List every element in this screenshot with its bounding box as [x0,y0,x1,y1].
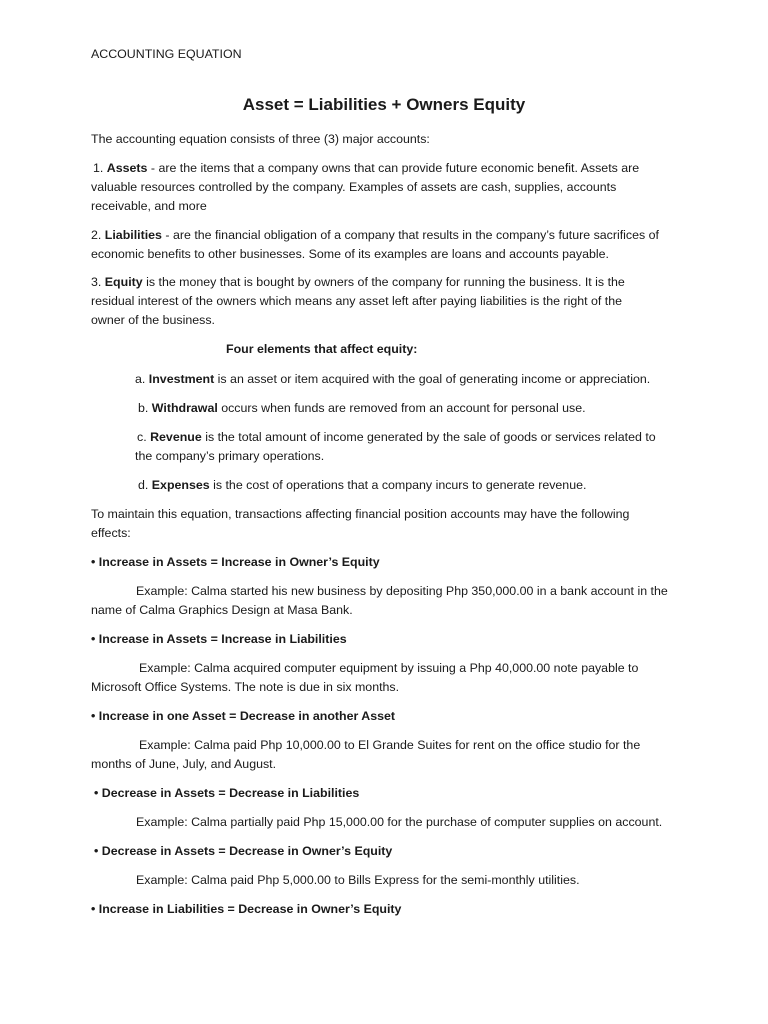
term-assets: Assets [106,161,148,175]
effect-example-3-line2: months of June, July, and August. [91,757,277,771]
account-liabilities-line1: 2. Liabilities - are the financial obligation of a company that results in the company’s future sacrifices of [91,228,659,242]
element-withdrawal: b. Withdrawal occurs when funds are removed from an account for personal use. [138,401,586,415]
effect-example-2-line2: Microsoft Office Systems. The note is due in six months. [91,680,400,694]
effect-heading-6: • Increase in Liabilities = Decrease in Owner’s Equity [91,902,402,916]
maintain-text-line2: effects: [91,526,131,540]
effect-heading-1: • Increase in Assets = Increase in Owner’s Equity [91,555,380,569]
account-equity-line3: owner of the business. [91,313,215,327]
account-assets-line3: receivable, and more [91,199,207,213]
account-assets-line1: 1. Assets - are the items that a company owns that can provide future economic benefit. Assets are [93,161,640,175]
running-header: ACCOUNTING EQUATION [91,47,242,61]
account-equity-line2: residual interest of the owners which means any asset left after paying liabilities is the right of the [91,294,623,308]
effect-heading-4: • Decrease in Assets = Decrease in Liabilities [94,786,360,800]
four-elements-heading: Four elements that affect equity: [226,342,418,356]
element-investment: a. Investment is an asset or item acquired with the goal of generating income or appreciation. [135,372,651,386]
element-revenue-line1: c. Revenue is the total amount of income generated by the sale of goods or services related to [137,430,656,444]
effect-example-1-line2: name of Calma Graphics Design at Masa Bank. [91,603,353,617]
effect-example-3-line1: Example: Calma paid Php 10,000.00 to El Grande Suites for rent on the office studio for the [139,738,641,752]
account-liabilities-line2: economic benefits to other businesses. Some of its examples are loans and accounts payable. [91,247,609,261]
page-title: Asset = Liabilities + Owners Equity [242,95,526,114]
intro-text: The accounting equation consists of three (3) major accounts: [91,132,430,146]
effect-heading-2: • Increase in Assets = Increase in Liabilities [91,632,347,646]
effect-example-1-line1: Example: Calma started his new business by depositing Php 350,000.00 in a bank account in the [136,584,668,598]
element-revenue-line2: the company’s primary operations. [135,449,325,463]
term-equity: Equity [104,275,143,289]
maintain-text-line1: To maintain this equation, transactions affecting financial position accounts may have the following [91,507,630,521]
term-liabilities: Liabilities [104,228,162,242]
account-equity-line1: 3. Equity is the money that is bought by owners of the company for running the business. It is the [91,275,625,289]
effect-example-2-line1: Example: Calma acquired computer equipment by issuing a Php 40,000.00 note payable to [139,661,639,675]
account-assets-line2: valuable resources controlled by the company. Examples of assets are cash, supplies, accounts [91,180,617,194]
effect-example-5-line1: Example: Calma paid Php 5,000.00 to Bills Express for the semi-monthly utilities. [136,873,580,887]
effect-heading-3: • Increase in one Asset = Decrease in another Asset [91,709,396,723]
element-expenses: d. Expenses is the cost of operations that a company incurs to generate revenue. [138,478,587,492]
effect-heading-5: • Decrease in Assets = Decrease in Owner’s Equity [94,844,393,858]
effect-example-4-line1: Example: Calma partially paid Php 15,000.00 for the purchase of computer supplies on account. [136,815,663,829]
